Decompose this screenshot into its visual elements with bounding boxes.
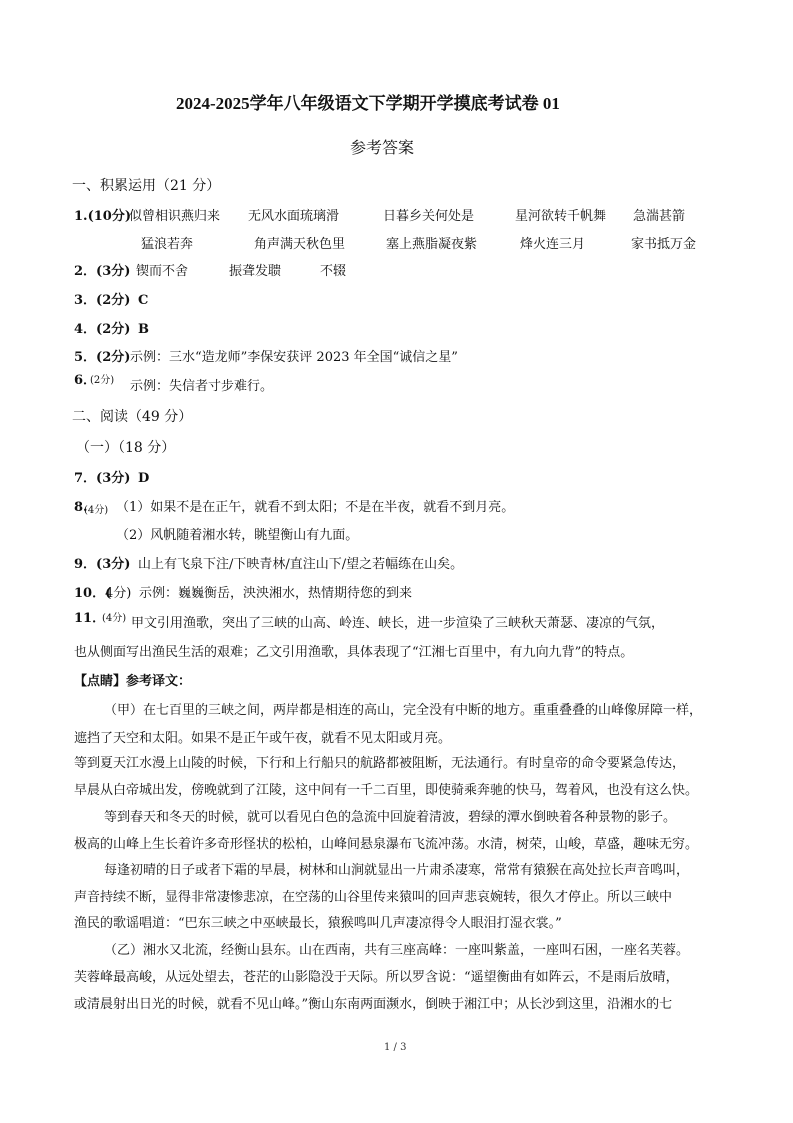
q1-answer: 急湍甚箭 bbox=[633, 209, 686, 224]
q9-label: 9．(3分) bbox=[74, 557, 131, 572]
q1-answer: 星河欲转千帆舞 bbox=[515, 209, 607, 224]
q1-answer: 似曾相识燕归来 bbox=[129, 209, 221, 224]
translation-paragraph: 早晨从白帝城出发，傍晚就到了江陵，这中间有一千二百里，即使骑乘奔驰的快马，驾着风，也没有这么快。 bbox=[74, 783, 699, 798]
q6-label: 6． bbox=[74, 373, 97, 388]
q9-answer: 山上有飞泉下注/下映青林/直注山下/望之若幅练在山矣。 bbox=[138, 557, 464, 572]
part-heading-1: （一）（18 分） bbox=[76, 440, 176, 456]
q1-label: 1.(10分) bbox=[74, 209, 131, 224]
q11-score: (4分) bbox=[102, 613, 127, 624]
q10-label: 10．( bbox=[74, 586, 112, 601]
q8-answer-2: （2）风帆随着湘水转，眺望衡山有九面。 bbox=[116, 528, 359, 543]
q3-label: 3．(2分) bbox=[74, 293, 131, 308]
q2-answer: 振聋发聩 bbox=[229, 264, 282, 279]
section-heading-2: 二、阅读（49 分） bbox=[72, 409, 193, 425]
q11-answer-line-1: 甲文引用渔歌，突出了三峡的山高、岭连、峡长，进一步渲染了三峡秋天萧瑟、凄凉的气氛， bbox=[131, 616, 665, 631]
q7-label: 7．(3分) bbox=[74, 471, 131, 486]
q11-answer-line-2: 也从侧面写出渔民生活的艰难；乙文引用渔歌，具体表现了“江湘七百里中，有九向九背”的特点。 bbox=[74, 645, 634, 660]
q4-answer: B bbox=[138, 322, 149, 337]
section-heading-1: 一、积累运用（21 分） bbox=[72, 178, 221, 194]
translation-paragraph: 芙蓉峰最高峻，从远处望去，苍茫的山影隐没于天际。所以罗含说：“遥望衡曲有如阵云，不是雨后放晴， bbox=[74, 970, 679, 985]
q1-answer: 角声满天秋色里 bbox=[254, 237, 346, 252]
q4-label: 4．(2分) bbox=[74, 322, 131, 337]
translation-paragraph: 极高的山峰上生长着许多奇形怪状的松柏，山峰间悬泉瀑布飞流冲荡。水清，树荣，山峻，草盛，趣味无穷。 bbox=[74, 837, 699, 852]
translation-paragraph: 遮挡了天空和太阳。如果不是正午或午夜，就看不见太阳或月亮。 bbox=[74, 731, 452, 746]
page-number: 1 / 3 bbox=[384, 1042, 407, 1053]
q1-answer: 塞上燕脂凝夜紫 bbox=[386, 237, 478, 252]
q1-answer: 烽火连三月 bbox=[520, 237, 586, 252]
translation-paragraph: 声音持续不断，显得非常凄惨悲凉，在空荡的山谷里传来猿叫的回声悲哀婉转，很久才停止。所以三峡中 bbox=[74, 890, 673, 905]
note-label: 【点睛】参考译文： bbox=[74, 674, 192, 689]
q7-answer: D bbox=[138, 471, 150, 486]
q5-answer: 示例：三水“造龙师”李保安获评 2023 年全国“诚信之星” bbox=[130, 350, 458, 365]
page-subtitle: 参考答案 bbox=[350, 138, 415, 157]
translation-paragraph: 等到春天和冬天的时候，就可以看见白色的急流中回旋着清波，碧绿的潭水倒映着各种景物的影子。 bbox=[104, 810, 677, 825]
q6-score: (2分) bbox=[90, 375, 115, 386]
page-title: 2024-2025学年八年级语文下学期开学摸底考试卷 01 bbox=[176, 94, 560, 113]
q1-answer: 猛浪若奔 bbox=[141, 237, 194, 252]
q8-label: 8. bbox=[74, 500, 88, 515]
q2-answer: 不辍 bbox=[320, 264, 347, 279]
translation-paragraph: 每逢初晴的日子或者下霜的早晨，树林和山涧就显出一片肃杀凄寒，常常有猿猴在高处拉长声音鸣叫， bbox=[104, 863, 690, 878]
translation-paragraph: （乙）湘水又北流，经衡山县东。山在西南，共有三座高峰：一座叫紫盖，一座叫石困，一座名芙蓉。 bbox=[104, 943, 690, 958]
translation-paragraph: 等到夏天江水漫上山陵的时候，下行和上行船只的航路都被阻断，无法通行。有时皇帝的命令要紧急传达， bbox=[74, 756, 686, 771]
q3-answer: C bbox=[138, 293, 149, 308]
q11-label: 11． bbox=[74, 611, 106, 626]
q1-answer: 家书抵万金 bbox=[631, 237, 697, 252]
q10-answer: 示例：巍巍衡岳，泱泱湘水，热情期待您的到来 bbox=[139, 586, 413, 601]
translation-paragraph: 渔民的歌谣唱道：“巴东三峡之中巫峡最长，猿猴鸣叫几声凄凉得令人眼泪打湿衣裳。” bbox=[74, 916, 562, 931]
translation-paragraph: 或清晨射出日光的时候，就看不见山峰。”衡山东南两面濒水，倒映于湘江中；从长沙到这里，沿湘水的七 bbox=[74, 997, 673, 1012]
q2-answer: 锲而不舍 bbox=[136, 264, 189, 279]
translation-paragraph: （甲）在七百里的三峡之间，两岸都是相连的高山，完全没有中断的地方。重重叠叠的山峰像屏障一样， bbox=[104, 703, 703, 718]
q8-score: (4分) bbox=[84, 505, 109, 516]
q5-label: 5．(2分) bbox=[74, 350, 131, 365]
q8-answer-1: （1）如果不是在正午，就看不到太阳；不是在半夜，就看不到月亮。 bbox=[116, 500, 515, 515]
q6-answer: 示例：失信者寸步难行。 bbox=[130, 379, 274, 394]
q1-answer: 日暮乡关何处是 bbox=[383, 209, 475, 224]
q10-score: 4分) bbox=[105, 586, 132, 601]
q2-label: 2．(3分) bbox=[74, 264, 131, 279]
q1-answer: 无风水面琉璃滑 bbox=[248, 209, 340, 224]
